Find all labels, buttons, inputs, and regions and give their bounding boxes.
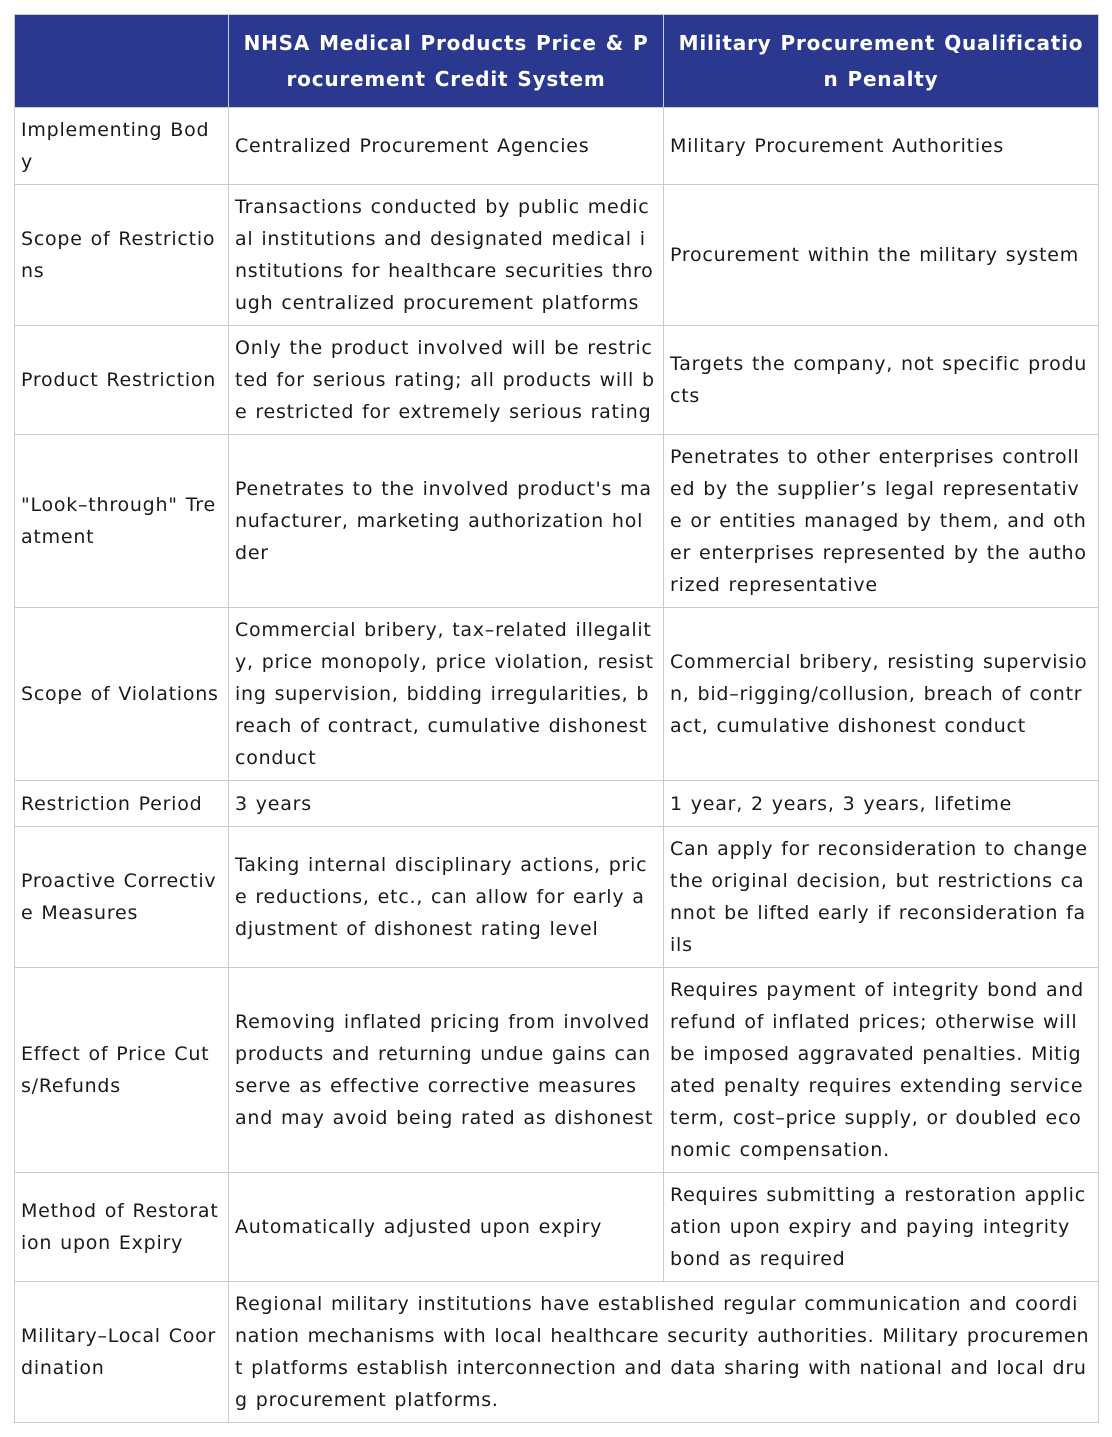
military-cell: Penetrates to other enterprises controlled by the supplier’s legal representative or entities managed by them, and other enterprises represented by the authorized representative: [664, 435, 1099, 608]
nhsa-cell: Removing inflated pricing from involved products and returning undue gains can serve as effective corrective measures and may avoid being rated as dishonest: [229, 968, 664, 1173]
nhsa-cell: Taking internal disciplinary actions, price reductions, etc., can allow for early adjustment of dishonest rating level: [229, 827, 664, 968]
table-row-effect-of-price-cuts-refunds: [15, 968, 1099, 1173]
nhsa-cell: Transactions conducted by public medical institutions and designated medical institutions for healthcare securities through centralized procurement platforms: [229, 185, 664, 326]
nhsa-cell: Automatically adjusted upon expiry: [229, 1173, 664, 1282]
row-label: "Look–through" Treatment: [15, 435, 229, 608]
military-cell: Requires submitting a restoration application upon expiry and paying integrity bond as required: [664, 1173, 1099, 1282]
nhsa-cell: Penetrates to the involved product's manufacturer, marketing authorization holder: [229, 435, 664, 608]
table-row-method-of-restoration: [15, 1173, 1099, 1282]
military-cell: Military Procurement Authorities: [664, 108, 1099, 185]
header-cell-empty: [15, 15, 229, 108]
merged-cell: Regional military institutions have established regular communication and coordination mechanisms with local healthcare security authorities. Military procurement platforms establish interconnection and data sharing with national and local drug procurement platforms.: [229, 1282, 1099, 1423]
table-row-implementing-body: [15, 108, 1099, 185]
table-row-look-through-treatment: [15, 435, 1099, 608]
header-cell-nhsa-system: NHSA Medical Products Price & Procurement Credit System: [229, 15, 664, 108]
nhsa-cell: Commercial bribery, tax–related illegality, price monopoly, price violation, resisting supervision, bidding irregularities, breach of contract, cumulative dishonest conduct: [229, 608, 664, 781]
table-row-restriction-period: [15, 781, 1099, 827]
table-row-proactive-corrective-measures: [15, 827, 1099, 968]
military-cell: Requires payment of integrity bond and refund of inflated prices; otherwise will be imposed aggravated penalties. Mitigated penalty requires extending service term, cost–price supply, or doubled economic compensation.: [664, 968, 1099, 1173]
military-cell: Commercial bribery, resisting supervision, bid–rigging/collusion, breach of contract, cumulative dishonest conduct: [664, 608, 1099, 781]
table-row-product-restriction: [15, 326, 1099, 435]
row-label: Scope of Violations: [15, 608, 229, 781]
table-row-scope-of-violations: [15, 608, 1099, 781]
military-cell: Targets the company, not specific products: [664, 326, 1099, 435]
row-label: Method of Restoration upon Expiry: [15, 1173, 229, 1282]
nhsa-cell: Centralized Procurement Agencies: [229, 108, 664, 185]
row-label: Proactive Corrective Measures: [15, 827, 229, 968]
row-label: Restriction Period: [15, 781, 229, 827]
header-row: [15, 15, 1099, 108]
row-label: Product Restriction: [15, 326, 229, 435]
row-label: Implementing Body: [15, 108, 229, 185]
nhsa-cell: Only the product involved will be restricted for serious rating; all products will be restricted for extremely serious rating: [229, 326, 664, 435]
nhsa-cell: 3 years: [229, 781, 664, 827]
military-cell: Procurement within the military system: [664, 185, 1099, 326]
nhsa-vs-military-comparison-table: [14, 14, 1099, 1423]
military-cell: Can apply for reconsideration to change the original decision, but restrictions cannot be lifted early if reconsideration fails: [664, 827, 1099, 968]
table-row-military-local-coordination: [15, 1282, 1099, 1423]
row-label: Effect of Price Cuts/Refunds: [15, 968, 229, 1173]
header-cell-military-penalty: Military Procurement Qualification Penalty: [664, 15, 1099, 108]
table-row-scope-of-restrictions: [15, 185, 1099, 326]
military-cell: 1 year, 2 years, 3 years, lifetime: [664, 781, 1099, 827]
row-label: Military–Local Coordination: [15, 1282, 229, 1423]
row-label: Scope of Restrictions: [15, 185, 229, 326]
